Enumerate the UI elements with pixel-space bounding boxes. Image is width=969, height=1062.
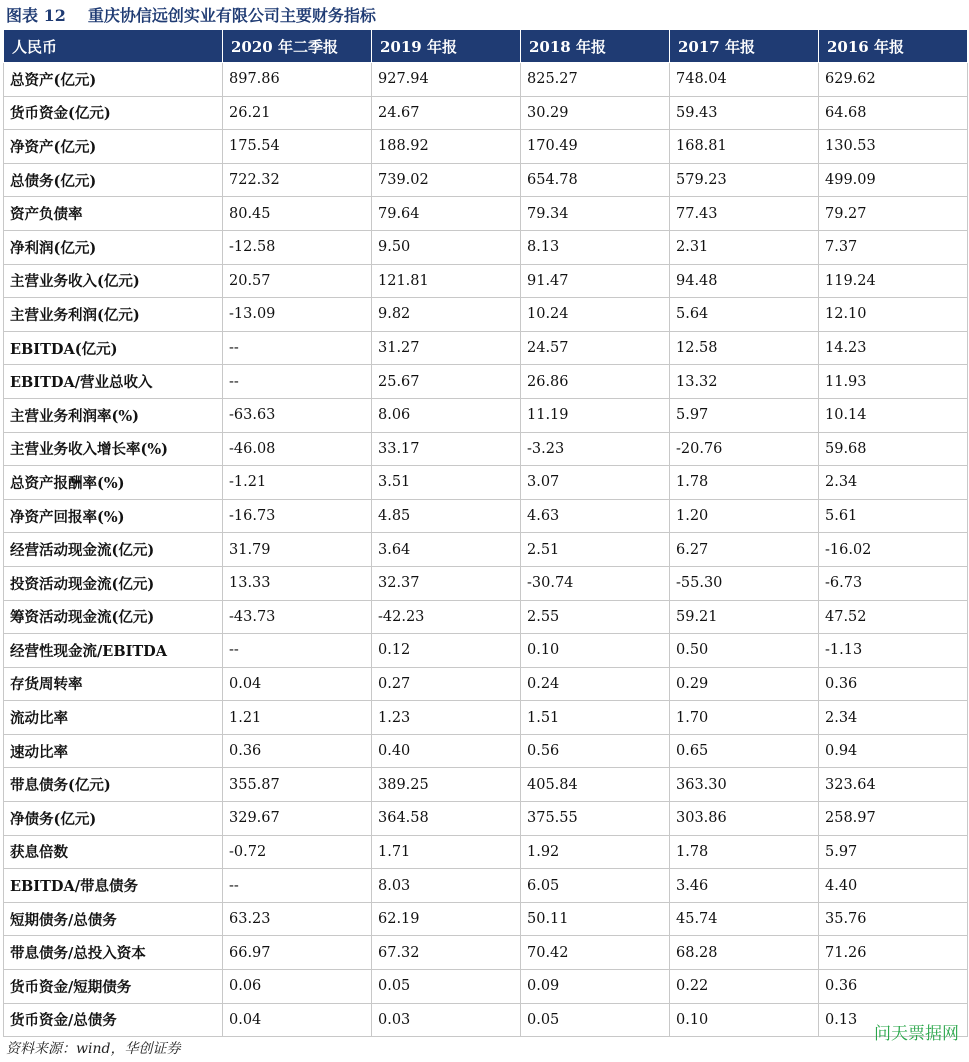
table-cell: -- (223, 869, 372, 903)
table-cell: 6.27 (670, 533, 819, 567)
table-cell: 2.31 (670, 230, 819, 264)
table-cell: 1.20 (670, 499, 819, 533)
table-cell: 170.49 (521, 130, 670, 164)
table-cell: 79.27 (819, 197, 968, 231)
table-cell: -13.09 (223, 298, 372, 332)
table-cell: 32.37 (372, 566, 521, 600)
table-cell: 3.46 (670, 869, 819, 903)
table-cell: 45.74 (670, 902, 819, 936)
row-label: 短期债务/总债务 (4, 902, 223, 936)
table-cell: 26.86 (521, 365, 670, 399)
table-row (4, 768, 968, 802)
table-cell: 77.43 (670, 197, 819, 231)
table-cell: 1.51 (521, 701, 670, 735)
table-cell: 0.27 (372, 667, 521, 701)
table-cell: 9.82 (372, 298, 521, 332)
table-cell: 6.05 (521, 869, 670, 903)
table-cell: 1.78 (670, 835, 819, 869)
row-label: 净利润(亿元) (4, 230, 223, 264)
table-cell: -- (223, 634, 372, 668)
row-label: 货币资金/短期债务 (4, 970, 223, 1004)
table-cell: 5.61 (819, 499, 968, 533)
table-cell: 1.71 (372, 835, 521, 869)
table-cell: -- (223, 331, 372, 365)
financial-indicators-table (3, 29, 968, 1037)
table-cell: 2.55 (521, 600, 670, 634)
table-cell: 4.85 (372, 499, 521, 533)
table-cell: 11.93 (819, 365, 968, 399)
table-cell: 3.51 (372, 466, 521, 500)
table-cell: 0.40 (372, 734, 521, 768)
table-cell: 94.48 (670, 264, 819, 298)
table-cell: 0.36 (819, 970, 968, 1004)
table-cell: 10.24 (521, 298, 670, 332)
table-cell: -- (223, 365, 372, 399)
table-cell: 1.70 (670, 701, 819, 735)
table-row (4, 902, 968, 936)
table-row (4, 634, 968, 668)
table-cell: 303.86 (670, 802, 819, 836)
table-row (4, 264, 968, 298)
table-row (4, 734, 968, 768)
row-label: 带息债务(亿元) (4, 768, 223, 802)
column-header: 2018 年报 (521, 30, 670, 63)
row-label: 经营活动现金流(亿元) (4, 533, 223, 567)
table-body (4, 63, 968, 1037)
figure-title: 重庆协信远创实业有限公司主要财务指标 (87, 6, 376, 25)
table-cell: 47.52 (819, 600, 968, 634)
table-cell: 0.50 (670, 634, 819, 668)
table-cell: 24.57 (521, 331, 670, 365)
table-cell: 0.10 (670, 1003, 819, 1037)
row-label: 主营业务利润(亿元) (4, 298, 223, 332)
table-row (4, 701, 968, 735)
table-cell: 175.54 (223, 130, 372, 164)
column-header: 人民币 (4, 30, 223, 63)
table-cell: 3.64 (372, 533, 521, 567)
table-cell: 897.86 (223, 63, 372, 97)
table-cell: 12.10 (819, 298, 968, 332)
row-label: 净资产回报率(%) (4, 499, 223, 533)
table-cell: 0.22 (670, 970, 819, 1004)
table-row (4, 970, 968, 1004)
row-label: 流动比率 (4, 701, 223, 735)
table-cell: 59.21 (670, 600, 819, 634)
table-cell: 91.47 (521, 264, 670, 298)
row-label: 投资活动现金流(亿元) (4, 566, 223, 600)
table-row (4, 667, 968, 701)
row-label: 带息债务/总投入资本 (4, 936, 223, 970)
table-cell: 188.92 (372, 130, 521, 164)
table-cell: -43.73 (223, 600, 372, 634)
table-row (4, 331, 968, 365)
table-cell: -63.63 (223, 398, 372, 432)
table-cell: 0.94 (819, 734, 968, 768)
table-cell: 10.14 (819, 398, 968, 432)
table-cell: 7.37 (819, 230, 968, 264)
table-cell: 13.33 (223, 566, 372, 600)
row-label: 主营业务收入增长率(%) (4, 432, 223, 466)
table-cell: 130.53 (819, 130, 968, 164)
row-label: 速动比率 (4, 734, 223, 768)
table-row (4, 869, 968, 903)
table-cell: -12.58 (223, 230, 372, 264)
table-cell: 79.34 (521, 197, 670, 231)
table-cell: 2.34 (819, 466, 968, 500)
table-cell: 50.11 (521, 902, 670, 936)
table-cell: -16.73 (223, 499, 372, 533)
table-row (4, 130, 968, 164)
table-row (4, 365, 968, 399)
table-cell: 80.45 (223, 197, 372, 231)
table-cell: 0.13 (819, 1003, 968, 1037)
table-cell: 11.19 (521, 398, 670, 432)
row-label: EBITDA(亿元) (4, 331, 223, 365)
table-cell: 329.67 (223, 802, 372, 836)
table-cell: 389.25 (372, 768, 521, 802)
row-label: EBITDA/带息债务 (4, 869, 223, 903)
row-label: 总资产报酬率(%) (4, 466, 223, 500)
table-cell: 0.65 (670, 734, 819, 768)
table-cell: 59.68 (819, 432, 968, 466)
table-cell: 66.97 (223, 936, 372, 970)
table-cell: 8.03 (372, 869, 521, 903)
table-cell: 8.06 (372, 398, 521, 432)
table-row (4, 600, 968, 634)
table-cell: 4.40 (819, 869, 968, 903)
table-cell: 5.97 (819, 835, 968, 869)
table-cell: 0.04 (223, 667, 372, 701)
table-cell: 355.87 (223, 768, 372, 802)
table-cell: 70.42 (521, 936, 670, 970)
watermark-logo: 问天票据网 (874, 1024, 959, 1044)
table-cell: 79.64 (372, 197, 521, 231)
row-label: 经营性现金流/EBITDA (4, 634, 223, 668)
table-row (4, 96, 968, 130)
table-cell: 1.21 (223, 701, 372, 735)
figure-label: 图表 12 (6, 6, 66, 25)
table-cell: -30.74 (521, 566, 670, 600)
table-cell: 629.62 (819, 63, 968, 97)
table-cell: 0.36 (223, 734, 372, 768)
table-cell: 499.09 (819, 163, 968, 197)
table-cell: 168.81 (670, 130, 819, 164)
table-cell: 31.27 (372, 331, 521, 365)
figure-caption (6, 4, 376, 28)
table-cell: 0.05 (521, 1003, 670, 1037)
row-label: EBITDA/营业总收入 (4, 365, 223, 399)
table-cell: 13.32 (670, 365, 819, 399)
row-label: 筹资活动现金流(亿元) (4, 600, 223, 634)
column-header: 2016 年报 (819, 30, 968, 63)
table-cell: 33.17 (372, 432, 521, 466)
column-header: 2019 年报 (372, 30, 521, 63)
table-cell: -55.30 (670, 566, 819, 600)
row-label: 净债务(亿元) (4, 802, 223, 836)
row-label: 货币资金(亿元) (4, 96, 223, 130)
column-header: 2017 年报 (670, 30, 819, 63)
table-cell: -0.72 (223, 835, 372, 869)
table-cell: 825.27 (521, 63, 670, 97)
table-cell: 0.24 (521, 667, 670, 701)
table-cell: 0.05 (372, 970, 521, 1004)
table-cell: -1.13 (819, 634, 968, 668)
table-cell: 375.55 (521, 802, 670, 836)
table-cell: 722.32 (223, 163, 372, 197)
table-cell: -3.23 (521, 432, 670, 466)
table-cell: 9.50 (372, 230, 521, 264)
table-cell: 25.67 (372, 365, 521, 399)
table-cell: 30.29 (521, 96, 670, 130)
table-cell: 739.02 (372, 163, 521, 197)
table-cell: 927.94 (372, 63, 521, 97)
table-row (4, 432, 968, 466)
table-row (4, 566, 968, 600)
table-cell: 20.57 (223, 264, 372, 298)
row-label: 存货周转率 (4, 667, 223, 701)
table-cell: 0.12 (372, 634, 521, 668)
table-row (4, 230, 968, 264)
table-cell: 31.79 (223, 533, 372, 567)
table-cell: 0.06 (223, 970, 372, 1004)
table-cell: 0.56 (521, 734, 670, 768)
table-cell: 2.51 (521, 533, 670, 567)
table-cell: 71.26 (819, 936, 968, 970)
table-row (4, 398, 968, 432)
row-label: 总债务(亿元) (4, 163, 223, 197)
data-source-note: 资料来源：wind，华创证券 (6, 1041, 181, 1057)
table-header (4, 30, 968, 63)
table-cell: 63.23 (223, 902, 372, 936)
row-label: 获息倍数 (4, 835, 223, 869)
table-cell: 59.43 (670, 96, 819, 130)
table-cell: -1.21 (223, 466, 372, 500)
column-header: 2020 年二季报 (223, 30, 372, 63)
header-row (4, 30, 968, 63)
table-cell: 0.10 (521, 634, 670, 668)
table-cell: 1.92 (521, 835, 670, 869)
table-row (4, 802, 968, 836)
table-cell: 35.76 (819, 902, 968, 936)
table-cell: -16.02 (819, 533, 968, 567)
table-cell: 64.68 (819, 96, 968, 130)
table-cell: -6.73 (819, 566, 968, 600)
table-cell: 579.23 (670, 163, 819, 197)
table-cell: 8.13 (521, 230, 670, 264)
table-cell: -42.23 (372, 600, 521, 634)
table-cell: 323.64 (819, 768, 968, 802)
table-row (4, 936, 968, 970)
table-cell: 5.64 (670, 298, 819, 332)
table-row (4, 63, 968, 97)
row-label: 总资产(亿元) (4, 63, 223, 97)
table-cell: 119.24 (819, 264, 968, 298)
table-cell: 1.23 (372, 701, 521, 735)
table-cell: 0.09 (521, 970, 670, 1004)
table-cell: -46.08 (223, 432, 372, 466)
table-row (4, 1003, 968, 1037)
table-cell: 14.23 (819, 331, 968, 365)
table-row (4, 835, 968, 869)
table-row (4, 533, 968, 567)
table-cell: 5.97 (670, 398, 819, 432)
table-row (4, 466, 968, 500)
table-cell: 12.58 (670, 331, 819, 365)
table-cell: 405.84 (521, 768, 670, 802)
row-label: 货币资金/总债务 (4, 1003, 223, 1037)
table-cell: 258.97 (819, 802, 968, 836)
table-cell: 0.03 (372, 1003, 521, 1037)
table-cell: 4.63 (521, 499, 670, 533)
table-cell: 1.78 (670, 466, 819, 500)
row-label: 资产负债率 (4, 197, 223, 231)
table-cell: 67.32 (372, 936, 521, 970)
table-cell: 3.07 (521, 466, 670, 500)
table-cell: 0.04 (223, 1003, 372, 1037)
row-label: 主营业务收入(亿元) (4, 264, 223, 298)
table-cell: 2.34 (819, 701, 968, 735)
table-cell: 24.67 (372, 96, 521, 130)
table-cell: 68.28 (670, 936, 819, 970)
table-cell: 364.58 (372, 802, 521, 836)
table-cell: 748.04 (670, 63, 819, 97)
table-cell: 26.21 (223, 96, 372, 130)
row-label: 净资产(亿元) (4, 130, 223, 164)
table-cell: 0.29 (670, 667, 819, 701)
table-row (4, 197, 968, 231)
table-cell: 363.30 (670, 768, 819, 802)
table-cell: 62.19 (372, 902, 521, 936)
table-row (4, 163, 968, 197)
row-label: 主营业务利润率(%) (4, 398, 223, 432)
table-row (4, 298, 968, 332)
table-cell: 654.78 (521, 163, 670, 197)
table-cell: 121.81 (372, 264, 521, 298)
table-cell: -20.76 (670, 432, 819, 466)
table-row (4, 499, 968, 533)
table-cell: 0.36 (819, 667, 968, 701)
